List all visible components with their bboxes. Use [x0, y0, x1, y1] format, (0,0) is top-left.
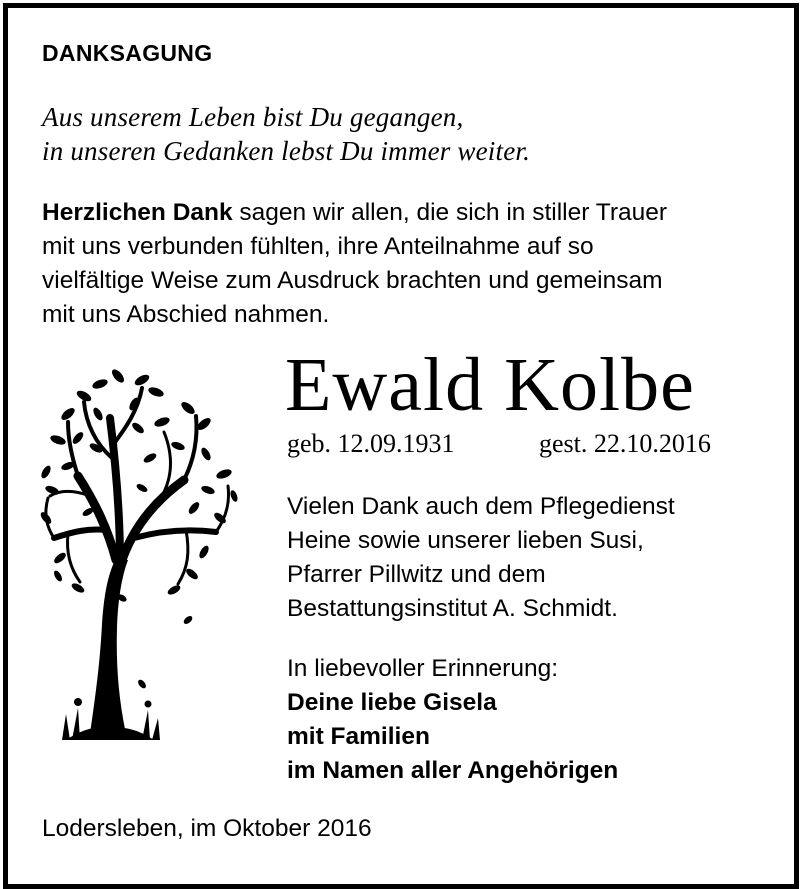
- thanks-line-rest: sagen wir allen, die sich in stiller Trauer: [232, 199, 668, 226]
- memory-intro: In liebevoller Erinnerung:: [287, 655, 559, 682]
- thanks-line: vielfältige Weise zum Ausdruck brachten und gemeinsam: [42, 267, 663, 294]
- thanks-paragraph: [42, 196, 772, 332]
- motto-line: in unseren Gedanken lebst Du immer weiter.: [42, 136, 531, 166]
- deceased-name: Ewald Kolbe: [285, 343, 695, 427]
- memory-block: [287, 652, 618, 788]
- motto: [42, 100, 530, 168]
- care-thanks-paragraph: [287, 490, 675, 626]
- signature-line: mit Familien: [287, 723, 430, 750]
- care-thanks-line: Heine sowie unserer lieben Susi,: [287, 527, 644, 554]
- thanks-line: [42, 196, 772, 230]
- tree-icon: [38, 362, 238, 752]
- care-thanks-line: Vielen Dank auch dem Pflegedienst: [287, 493, 675, 520]
- signature-line: Deine liebe Gisela: [287, 689, 497, 716]
- care-thanks-line: Bestattungsinstitut A. Schmidt.: [287, 595, 618, 622]
- place-date: Lodersleben, im Oktober 2016: [42, 815, 372, 842]
- motto-line: Aus unserem Leben bist Du gegangen,: [42, 102, 464, 132]
- thanks-line: mit uns verbunden fühlten, ihre Anteilnahme auf so: [42, 233, 594, 260]
- thanks-line: mit uns Abschied nahmen.: [42, 301, 330, 328]
- birth-date: geb. 12.09.1931: [287, 429, 455, 458]
- thanks-bold-lead: Herzlichen Dank: [42, 199, 233, 226]
- life-dates: [287, 428, 711, 460]
- care-thanks-line: Pfarrer Pillwitz und dem: [287, 561, 546, 588]
- death-date: gest. 22.10.2016: [539, 429, 711, 458]
- signature-line: im Namen aller Angehörigen: [287, 757, 619, 784]
- notice-heading: DANKSAGUNG: [42, 40, 213, 66]
